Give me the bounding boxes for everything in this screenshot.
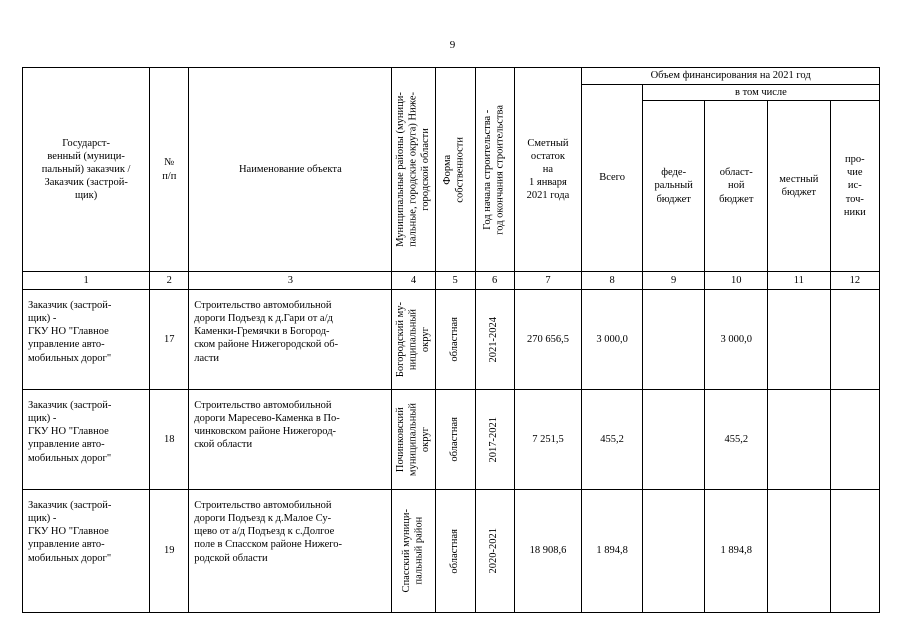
header-num: № п/п	[150, 68, 189, 272]
row-num: 19	[150, 490, 189, 613]
row-num: 18	[150, 390, 189, 490]
colnum-3: 3	[189, 272, 392, 290]
header-districts-text: Муниципальные районы (муници- пальные, городские округа) Ниже- городской области	[394, 92, 431, 247]
row-total: 1 894,8	[582, 490, 643, 613]
row-other	[830, 490, 879, 613]
row-district	[392, 490, 435, 613]
header-object-name: Наименование объекта	[189, 68, 392, 272]
row-federal	[642, 390, 705, 490]
header-total: Всего	[582, 85, 643, 272]
colnum-8: 8	[582, 272, 643, 290]
colnum-11: 11	[768, 272, 831, 290]
financing-table	[22, 67, 880, 613]
row-years	[475, 490, 514, 613]
row-other	[830, 290, 879, 390]
row-num: 17	[150, 290, 189, 390]
row-ownership-text: областная	[448, 528, 460, 574]
row-regional: 455,2	[705, 390, 768, 490]
colnum-6: 6	[475, 272, 514, 290]
header-other: про- чие ис- точ- ники	[830, 101, 879, 272]
row-district	[392, 290, 435, 390]
row-object: Строительство автомобильной дороги Подъезд к д.Гари от а/д Каменки-Гремячки в Богород- ском районе Нижегородской об- ласти	[189, 290, 392, 390]
row-local	[768, 290, 831, 390]
row-total: 3 000,0	[582, 290, 643, 390]
colnum-1: 1	[23, 272, 150, 290]
row-object: Строительство автомобильной дороги Маресево-Каменка в По- чинковском районе Нижегород- ской области	[189, 390, 392, 490]
row-years-text: 2020-2021	[488, 528, 500, 574]
colnum-7: 7	[514, 272, 582, 290]
row-object: Строительство автомобильной дороги Подъезд к д.Малое Су- щево от а/д Подъезд к с.Долгое поле в Спасском районе Нижего- родской области	[189, 490, 392, 613]
row-district	[392, 390, 435, 490]
header-funding-title: Объем финансирования на 2021 год	[582, 68, 880, 85]
row-ownership	[435, 490, 475, 613]
row-other	[830, 390, 879, 490]
table-row	[23, 390, 880, 490]
header-years-text: Год начала строительства - год окончания строительства	[481, 104, 506, 235]
row-estimate: 270 656,5	[514, 290, 582, 390]
row-customer: Заказчик (застрой- щик) - ГКУ НО "Главное управление авто- мобильных дорог"	[23, 490, 150, 613]
row-federal	[642, 290, 705, 390]
colnum-12: 12	[830, 272, 879, 290]
row-regional: 1 894,8	[705, 490, 768, 613]
row-local	[768, 490, 831, 613]
table-row	[23, 290, 880, 390]
header-regional: област- ной бюджет	[705, 101, 768, 272]
header-including: в том числе	[642, 85, 879, 101]
header-row-1	[23, 68, 880, 85]
header-federal: феде- ральный бюджет	[642, 101, 705, 272]
colnum-5: 5	[435, 272, 475, 290]
row-district-text: Богородский му- ниципальный округ	[394, 301, 431, 378]
table-row	[23, 490, 880, 613]
row-local	[768, 390, 831, 490]
header-customer: Государст- венный (муници- пальный) заказчик / Заказчик (застрой- щик)	[23, 68, 150, 272]
row-estimate: 18 908,6	[514, 490, 582, 613]
header-years	[475, 68, 514, 272]
page-number: 9	[449, 39, 456, 51]
row-years-text: 2017-2021	[488, 416, 500, 463]
row-federal	[642, 490, 705, 613]
colnum-4: 4	[392, 272, 435, 290]
row-district-text: Спасский муници- пальный район	[400, 509, 425, 593]
row-ownership-text: областная	[448, 417, 460, 462]
row-years	[475, 390, 514, 490]
header-local: местный бюджет	[768, 101, 831, 272]
header-ownership-text: Форма собственности	[442, 136, 467, 203]
row-regional: 3 000,0	[705, 290, 768, 390]
header-districts	[392, 68, 435, 272]
row-ownership	[435, 390, 475, 490]
header-ownership	[435, 68, 475, 272]
row-customer: Заказчик (застрой- щик) - ГКУ НО "Главное управление авто- мобильных дорог"	[23, 290, 150, 390]
colnum-2: 2	[150, 272, 189, 290]
colnum-9: 9	[642, 272, 705, 290]
row-years-text: 2021-2024	[488, 316, 500, 363]
row-customer: Заказчик (застрой- щик) - ГКУ НО "Главное управление авто- мобильных дорог"	[23, 390, 150, 490]
row-ownership-text: областная	[448, 317, 460, 362]
row-district-text: Починковский муниципальный округ	[394, 402, 431, 477]
colnum-10: 10	[705, 272, 768, 290]
header-estimate: Сметный остаток на 1 января 2021 года	[514, 68, 582, 272]
column-numbers-row	[23, 272, 880, 290]
row-ownership	[435, 290, 475, 390]
row-estimate: 7 251,5	[514, 390, 582, 490]
row-years	[475, 290, 514, 390]
row-total: 455,2	[582, 390, 643, 490]
